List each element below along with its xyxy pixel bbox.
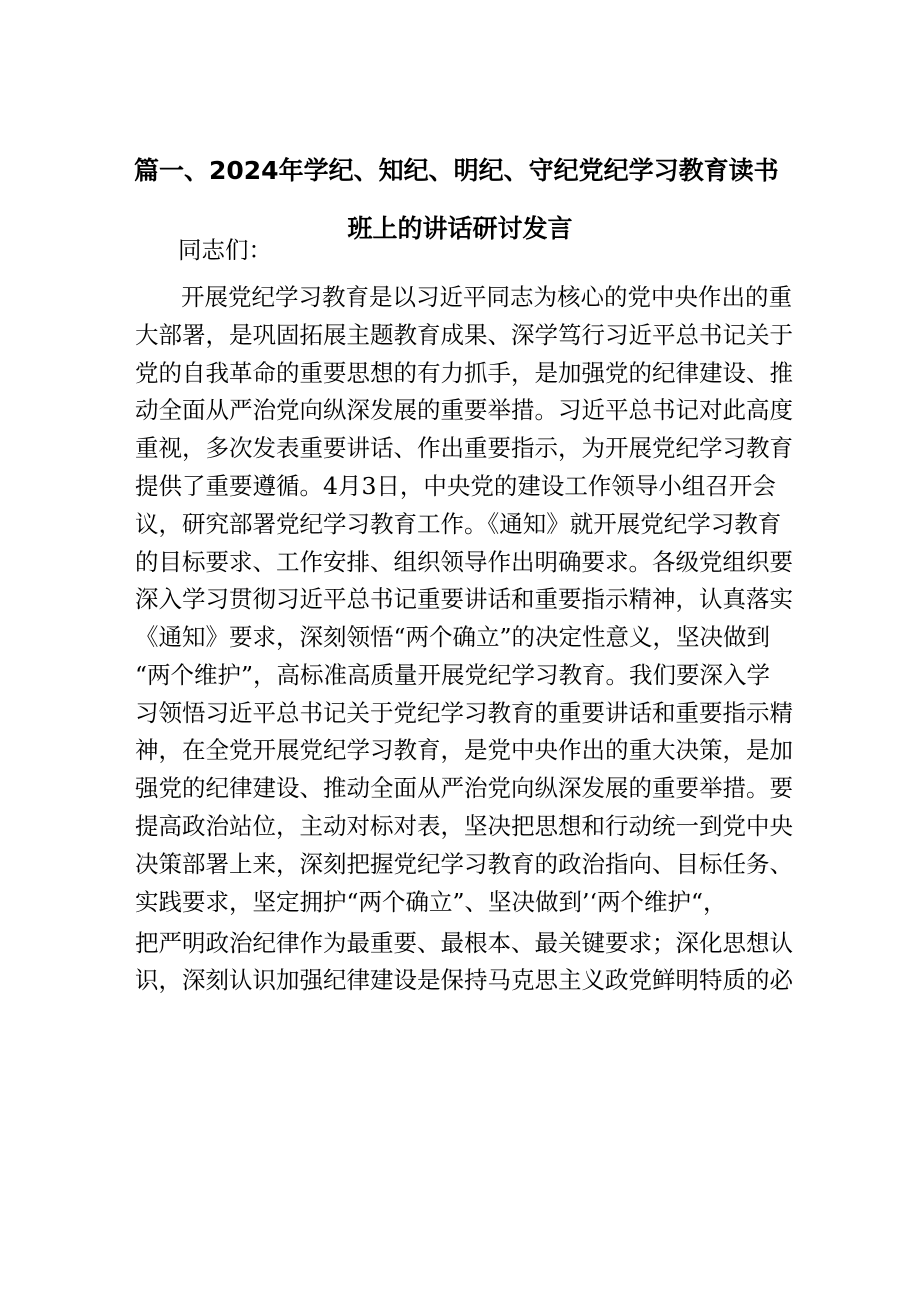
paragraph-line: 大部署，是巩固拓展主题教育成果、深学笃行习近平总书记关于 bbox=[135, 321, 793, 349]
paragraph-line: 动全面从严治党向纵深发展的重要举措。习近平总书记对此高度 bbox=[135, 396, 793, 424]
paragraph-line: 党的自我革命的重要思想的有力抓手，是加强党的纪律建设、推 bbox=[135, 359, 793, 387]
paragraph-line: 习领悟习近平总书记关于党纪学习教育的重要讲话和重要指示精 bbox=[135, 699, 793, 727]
paragraph-line: 提高政治站位，主动对标对表，坚决把思想和行动统一到党中央 bbox=[135, 812, 793, 840]
paragraph-line: 《通知》要求，深刻领悟“两个确立”的决定性意义，坚决做到 bbox=[135, 623, 771, 651]
paragraph-line: 重视，多次发表重要讲话、作出重要指示，为开展党纪学习教育 bbox=[135, 434, 793, 462]
paragraph-line: 把严明政治纪律作为最重要、最根本、最关键要求；深化思想认 bbox=[135, 929, 793, 957]
paragraph-line: 深入学习贯彻习近平总书记重要讲话和重要指示精神，认真落实 bbox=[135, 585, 793, 613]
paragraph-line: 开展党纪学习教育是以习近平同志为核心的党中央作出的重 bbox=[181, 283, 792, 311]
paragraph-line: 提供了重要遵循。4月3日，中央党的建设工作领导小组召开会 bbox=[135, 472, 776, 500]
document-title-line-2: 班上的讲话研讨发言 bbox=[347, 214, 573, 243]
paragraph-line: “两个维护”，高标准高质量开展党纪学习教育。我们要深入学 bbox=[135, 661, 771, 689]
paragraph-line: 的目标要求、工作安排、组织领导作出明确要求。各级党组织要 bbox=[135, 548, 793, 576]
document-title-line-1: 篇一、2024年学纪、知纪、明纪、守纪党纪学习教育读书 bbox=[134, 156, 779, 185]
salutation: 同志们： bbox=[178, 236, 272, 264]
paragraph-line: 识，深刻认识加强纪律建设是保持马克思主义政党鲜明特质的必 bbox=[135, 966, 793, 994]
paragraph-line: 议，研究部署党纪学习教育工作。《通知》就开展党纪学习教育 bbox=[135, 510, 782, 538]
paragraph-line: 神，在全党开展党纪学习教育，是党中央作出的重大决策，是加 bbox=[135, 736, 793, 764]
paragraph-line: 强党的纪律建设、推动全面从严治党向纵深发展的重要举措。要 bbox=[135, 774, 793, 802]
paragraph-line: 决策部署上来，深刻把握党纪学习教育的政治指向、目标任务、 bbox=[135, 850, 793, 878]
paragraph-line: 实践要求，坚定拥护“两个确立”、坚决做到’‘两个维护“， bbox=[135, 888, 727, 916]
